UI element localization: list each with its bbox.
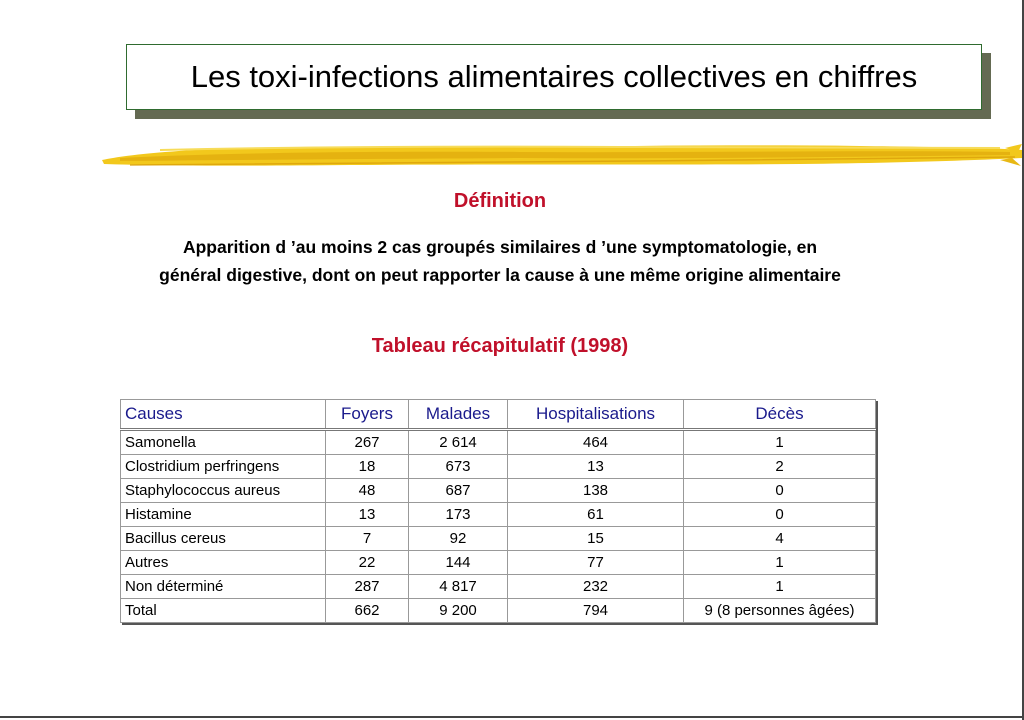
column-header-malades: Malades — [409, 400, 508, 430]
hospitalisations-cell: 15 — [508, 527, 684, 551]
hospitalisations-cell: 464 — [508, 430, 684, 455]
cause-cell: Staphylococcus aureus — [121, 479, 326, 503]
malades-cell: 687 — [409, 479, 508, 503]
table-total-row — [121, 599, 876, 623]
deces-cell: 1 — [684, 575, 876, 599]
cause-cell: Bacillus cereus — [121, 527, 326, 551]
deces-cell: 9 (8 personnes âgées) — [684, 599, 876, 623]
table-row — [121, 455, 876, 479]
column-header-foyers: Foyers — [326, 400, 409, 430]
hospitalisations-cell: 13 — [508, 455, 684, 479]
deces-cell: 0 — [684, 479, 876, 503]
column-header-hospitalisations: Hospitalisations — [508, 400, 684, 430]
cause-cell: Clostridium perfringens — [121, 455, 326, 479]
title-box — [126, 44, 982, 110]
malades-cell: 92 — [409, 527, 508, 551]
cause-cell: Samonella — [121, 430, 326, 455]
malades-cell: 673 — [409, 455, 508, 479]
table-row — [121, 430, 876, 455]
deces-cell: 2 — [684, 455, 876, 479]
deces-cell: 1 — [684, 430, 876, 455]
column-header-deces: Décès — [684, 400, 876, 430]
cause-cell: Autres — [121, 551, 326, 575]
summary-table-wrapper — [120, 399, 876, 623]
hospitalisations-cell: 138 — [508, 479, 684, 503]
malades-cell: 144 — [409, 551, 508, 575]
foyers-cell: 13 — [326, 503, 409, 527]
malades-cell: 4 817 — [409, 575, 508, 599]
hospitalisations-cell: 794 — [508, 599, 684, 623]
definition-text — [0, 233, 1000, 289]
foyers-cell: 18 — [326, 455, 409, 479]
hospitalisations-cell: 77 — [508, 551, 684, 575]
deces-cell: 4 — [684, 527, 876, 551]
deces-cell: 1 — [684, 551, 876, 575]
cause-cell: Total — [121, 599, 326, 623]
cause-cell: Histamine — [121, 503, 326, 527]
table-heading: Tableau récapitulatif (1998) — [371, 335, 629, 357]
bottom-border-line — [0, 716, 1024, 718]
column-header-causes: Causes — [121, 400, 326, 430]
hospitalisations-cell: 232 — [508, 575, 684, 599]
slide-title: Les toxi-infections alimentaires collectives en chiffres — [190, 59, 918, 94]
malades-cell: 173 — [409, 503, 508, 527]
table-row — [121, 479, 876, 503]
definition-heading: Définition — [453, 190, 547, 212]
foyers-cell: 287 — [326, 575, 409, 599]
malades-cell: 2 614 — [409, 430, 508, 455]
table-row — [121, 527, 876, 551]
definition-line-2: général digestive, dont on peut rapporter la cause à une même origine alimentaire — [159, 265, 841, 285]
hospitalisations-cell: 61 — [508, 503, 684, 527]
yellow-brush-stroke — [100, 138, 1024, 174]
cause-cell: Non déterminé — [121, 575, 326, 599]
malades-cell: 9 200 — [409, 599, 508, 623]
foyers-cell: 22 — [326, 551, 409, 575]
definition-line-1: Apparition d ’au moins 2 cas groupés similaires d ’une symptomatologie, en — [182, 237, 818, 257]
foyers-cell: 7 — [326, 527, 409, 551]
table-row — [121, 551, 876, 575]
foyers-cell: 267 — [326, 430, 409, 455]
summary-table — [120, 399, 876, 623]
table-row — [121, 503, 876, 527]
foyers-cell: 662 — [326, 599, 409, 623]
table-header-row — [121, 400, 876, 430]
table-row — [121, 575, 876, 599]
deces-cell: 0 — [684, 503, 876, 527]
foyers-cell: 48 — [326, 479, 409, 503]
